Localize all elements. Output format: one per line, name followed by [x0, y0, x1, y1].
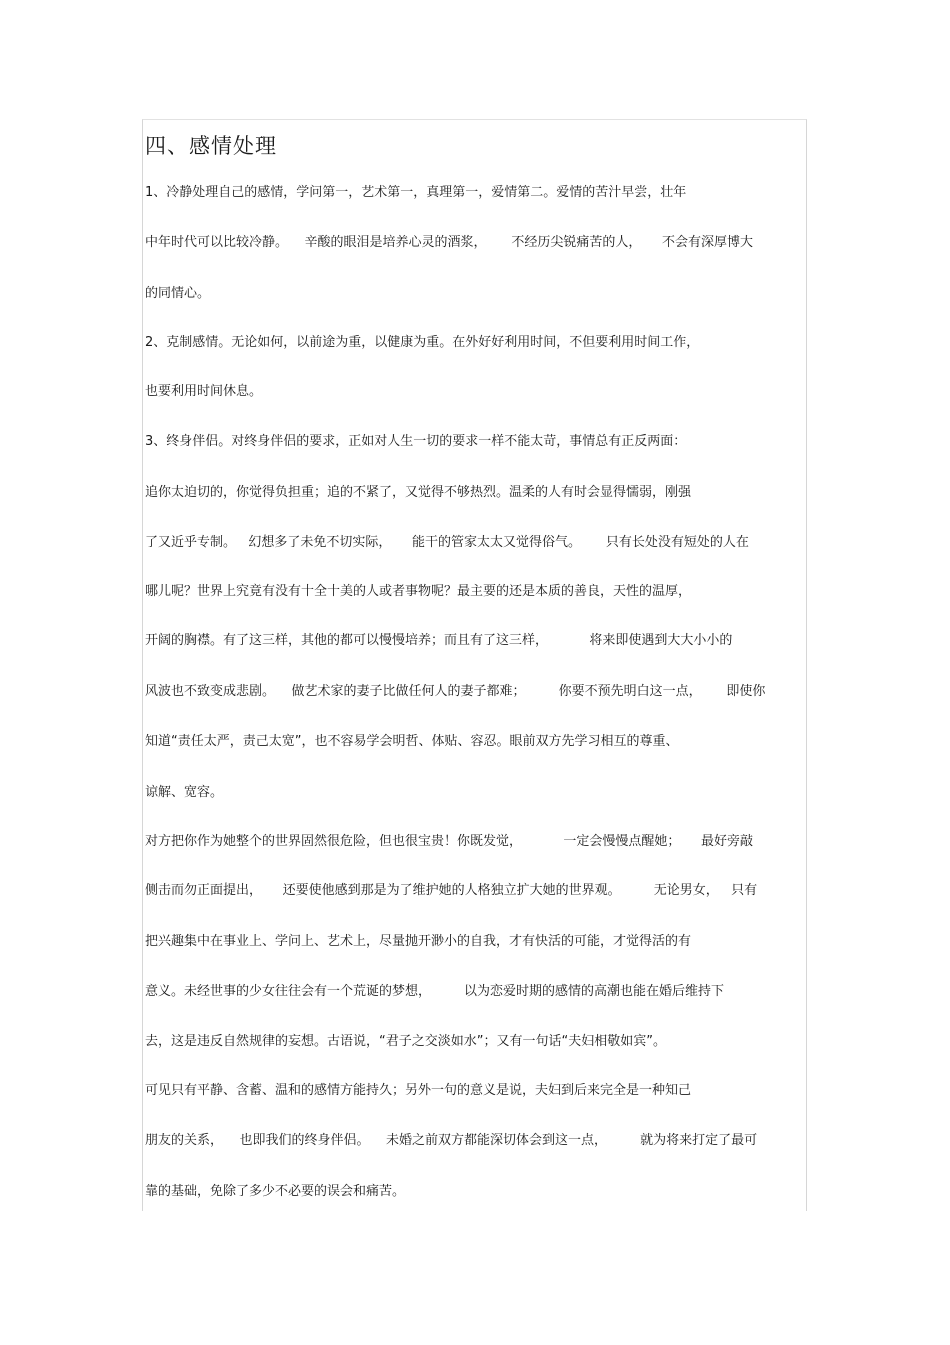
page-title: 四、感情处理: [145, 134, 277, 158]
text-line: 去，这是违反自然规律的妄想。古语说，“君子之交淡如水”；又有一句话“夫妇相敬如宾”。: [145, 1034, 666, 1049]
text-line: 追你太迫切的，你觉得负担重；追的不紧了，又觉得不够热烈。温柔的人有时会显得懦弱，刚强: [145, 485, 692, 500]
text-line: 1、冷静处理自己的感情，学问第一，艺术第一，真理第一，爱情第二。爱情的苦汁早尝，壮年: [145, 185, 687, 200]
text-line: 侧击而勿正面提出， 还要使他感到那是为了维护她的人格独立扩大她的世界观。 无论男女， 只有: [145, 883, 758, 898]
text-line: 的同情心。: [145, 286, 211, 301]
text-line: 中年时代可以比较冷静。 辛酸的眼泪是培养心灵的酒浆， 不经历尖锐痛苦的人， 不会有深厚博大: [145, 235, 753, 250]
text-line: 知道“责任太严，责己太宽”，也不容易学会明哲、体贴、容忍。眼前双方先学习相互的尊重、: [145, 734, 679, 749]
text-line: 也要利用时间休息。: [145, 384, 263, 399]
text-line: 意义。未经世事的少女往往会有一个荒诞的梦想， 以为恋爱时期的感情的高潮也能在婚后维持下: [145, 984, 725, 999]
text-line: 3、终身伴侣。对终身伴侣的要求，正如对人生一切的要求一样不能太苛，事情总有正反两面：: [145, 434, 687, 449]
text-line: 对方把你作为她整个的世界固然很危险，但也很宝贵！你既发觉， 一定会慢慢点醒她； 最好旁敲: [145, 834, 753, 849]
text-line: 了又近乎专制。 幻想多了未免不切实际， 能干的管家太太又觉得俗气。 只有长处没有短处的人在: [145, 535, 749, 550]
text-line: 朋友的关系， 也即我们的终身伴侣。 未婚之前双方都能深切体会到这一点， 就为将来打定了最可: [145, 1133, 758, 1148]
text-line: 可见只有平静、含蓄、温和的感情方能持久；另外一句的意义是说，夫妇到后来完全是一种知己: [145, 1083, 692, 1098]
text-line: 2、克制感情。无论如何，以前途为重，以健康为重。在外好好利用时间，不但要利用时间工作，: [145, 335, 700, 350]
text-line: 风波也不致变成悲剧。 做艺术家的妻子比做任何人的妻子都难； 你要不预先明白这一点， 即使你: [145, 684, 766, 699]
text-line: 靠的基础，免除了多少不必要的误会和痛苦。: [145, 1184, 406, 1199]
text-line: 哪儿呢？世界上究竟有没有十全十美的人或者事物呢？最主要的还是本质的善良，天性的温厚，: [145, 584, 692, 599]
text-line: 把兴趣集中在事业上、学问上、艺术上，尽量抛开渺小的自我，才有快活的可能，才觉得活的有: [145, 934, 692, 949]
text-line: 谅解、宽容。: [145, 785, 224, 800]
text-line: 开阔的胸襟。有了这三样，其他的都可以慢慢培养；而且有了这三样， 将来即使遇到大大小小的: [145, 633, 733, 648]
